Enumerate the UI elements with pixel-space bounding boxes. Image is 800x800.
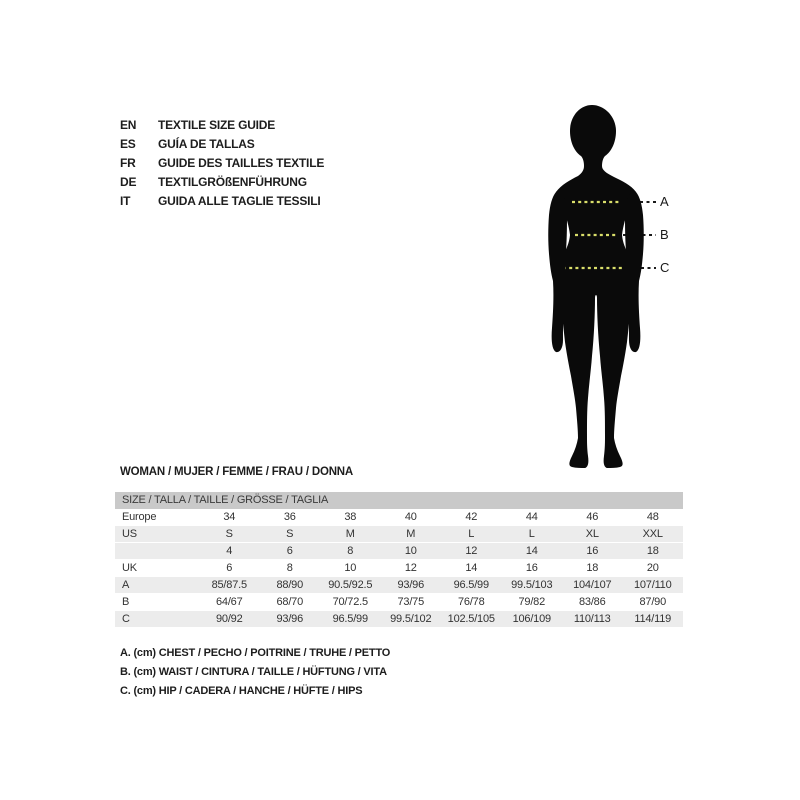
language-label: TEXTILGRÖßENFÜHRUNG (158, 175, 307, 189)
language-list (120, 116, 324, 211)
size-cell: 46 (586, 511, 599, 523)
size-cell: 96.5/99 (453, 579, 489, 591)
table-row (115, 560, 683, 577)
marker-label-b: B (660, 227, 669, 242)
legend-line-chest: A. (cm) CHEST / PECHO / POITRINE / TRUHE / PETTO (120, 647, 391, 659)
size-cell: 107/110 (633, 579, 672, 591)
row-label: UK (122, 562, 137, 574)
size-cell: 10 (404, 545, 417, 557)
size-cell: 64/67 (215, 596, 243, 608)
row-label (115, 543, 199, 559)
size-cell: 18 (646, 545, 659, 557)
size-cell: 96.5/99 (332, 613, 368, 625)
table-row (115, 594, 683, 611)
size-cell: 104/107 (573, 579, 612, 591)
size-cell: M (345, 528, 355, 540)
row-label: Europe (122, 511, 157, 523)
row-label: C (122, 613, 130, 625)
row-label: A (122, 579, 130, 591)
table-row (115, 526, 683, 543)
size-table-rows (115, 509, 683, 628)
size-cell: L (468, 528, 475, 540)
size-cell: 6 (286, 545, 293, 557)
size-cell: 93/96 (397, 579, 425, 591)
marker-label-c: C (660, 260, 670, 275)
size-cell: 12 (465, 545, 478, 557)
size-cell: 102.5/105 (447, 613, 495, 625)
row-label: B (122, 596, 130, 608)
size-cell: 79/82 (518, 596, 546, 608)
size-cell: 8 (347, 545, 354, 557)
language-code: DE (120, 175, 137, 189)
size-cell: 73/75 (397, 596, 425, 608)
language-row (120, 116, 324, 135)
size-cell: 88/90 (276, 579, 304, 591)
marker-label-a: A (660, 194, 669, 209)
language-code: ES (120, 137, 136, 151)
size-cell: 90/92 (215, 613, 243, 625)
size-cell: 48 (646, 511, 659, 523)
size-cell: 40 (404, 511, 417, 523)
language-row (120, 192, 324, 211)
size-cell: 14 (465, 562, 478, 574)
size-cell: 87/90 (639, 596, 667, 608)
language-label: GUIDE DES TAILLES TEXTILE (158, 156, 325, 170)
size-cell: 110/113 (573, 613, 611, 625)
table-row (115, 577, 683, 594)
size-cell: 14 (525, 545, 538, 557)
legend-line-hip: C. (cm) HIP / CADERA / HANCHE / HÜFTE / HIPS (120, 685, 363, 697)
size-cell: M (406, 528, 416, 540)
size-cell: 42 (465, 511, 478, 523)
size-cell: 4 (226, 545, 233, 557)
size-cell: 114/119 (634, 613, 672, 625)
size-cell: 99.5/102 (390, 613, 432, 625)
size-cell: 34 (223, 511, 236, 523)
language-row (120, 173, 324, 192)
row-label: US (122, 528, 137, 540)
woman-silhouette-icon (515, 100, 675, 470)
legend-line-waist: B. (cm) WAIST / CINTURA / TAILLE / HÜFTUNG / VITA (120, 666, 387, 678)
table-title: WOMAN / MUJER / FEMME / FRAU / DONNA (120, 466, 354, 478)
language-row (120, 135, 324, 154)
size-cell: 93/96 (276, 613, 304, 625)
measurement-legend (120, 644, 390, 701)
language-label: GUIDA ALLE TAGLIE TESSILI (158, 194, 321, 208)
size-cell: 44 (525, 511, 538, 523)
language-code: EN (120, 118, 137, 132)
size-cell: 18 (586, 562, 599, 574)
size-cell: 68/70 (276, 596, 304, 608)
size-cell: 90.5/92.5 (328, 579, 373, 591)
table-row (115, 509, 683, 526)
size-cell: 70/72.5 (332, 596, 368, 608)
size-cell: 8 (286, 562, 293, 574)
size-cell: 16 (525, 562, 538, 574)
size-cell: 85/87.5 (211, 579, 247, 591)
size-cell: 12 (404, 562, 417, 574)
table-row (115, 543, 683, 560)
table-row (115, 611, 683, 628)
size-cell: 16 (586, 545, 599, 557)
language-label: TEXTILE SIZE GUIDE (158, 118, 276, 132)
measurement-figure (515, 100, 675, 470)
size-cell: XL (585, 528, 599, 540)
size-table-header: SIZE / TALLA / TAILLE / GRÖSSE / TAGLIA (115, 492, 683, 509)
size-cell: 106/109 (512, 613, 551, 625)
size-cell: 38 (344, 511, 357, 523)
language-row (120, 154, 324, 173)
size-cell: S (286, 528, 294, 540)
size-cell: 20 (646, 562, 659, 574)
language-label: GUÍA DE TALLAS (158, 137, 255, 151)
size-cell: S (225, 528, 233, 540)
size-cell: 76/78 (457, 596, 485, 608)
language-code: IT (120, 194, 131, 208)
size-cell: 10 (344, 562, 357, 574)
language-code: FR (120, 156, 136, 170)
size-cell: XXL (642, 528, 663, 540)
size-cell: L (528, 528, 535, 540)
size-cell: 83/86 (578, 596, 606, 608)
size-cell: 36 (283, 511, 296, 523)
size-cell: 6 (226, 562, 233, 574)
size-table (115, 492, 683, 628)
size-cell: 99.5/103 (511, 579, 553, 591)
